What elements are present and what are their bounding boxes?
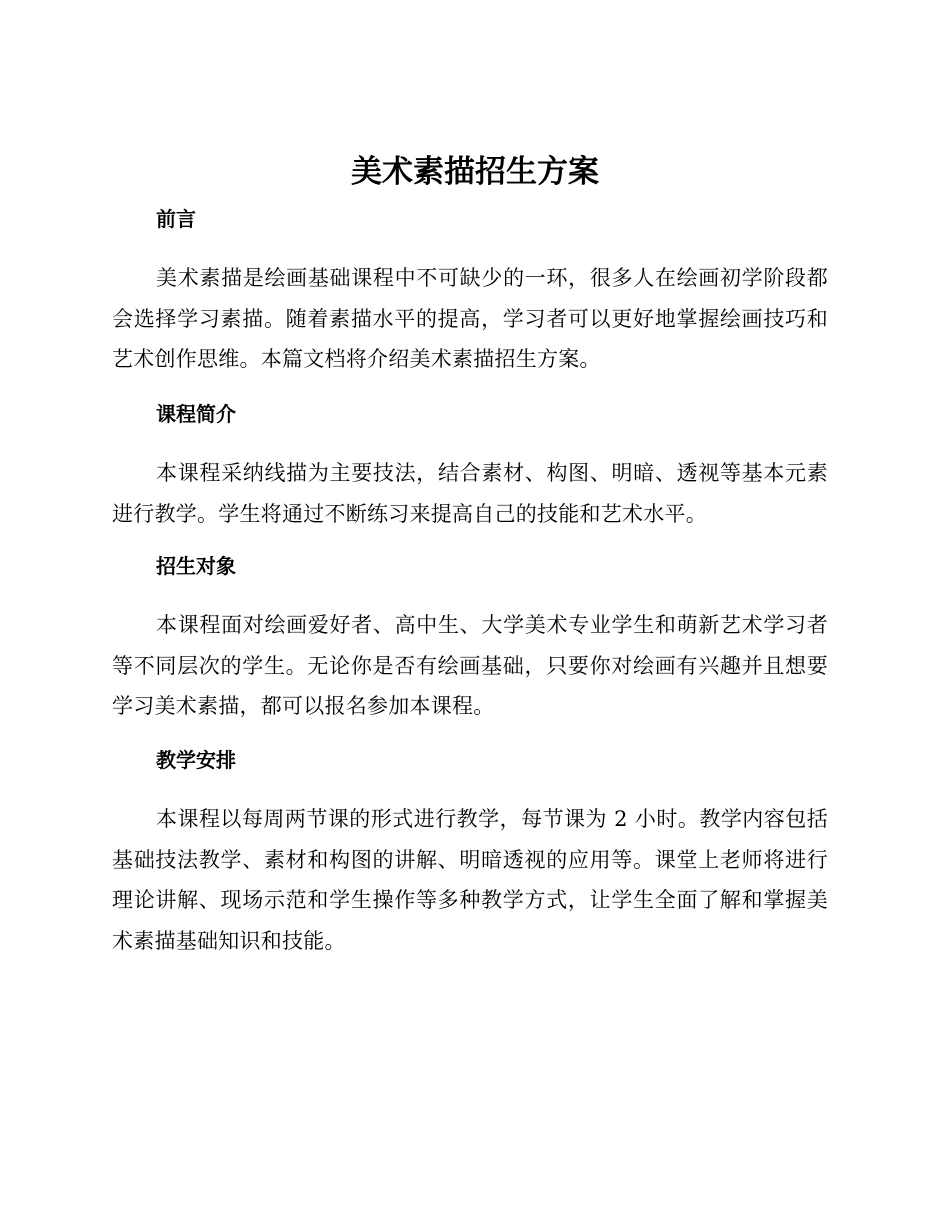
section-heading-teaching-schedule: 教学安排: [156, 748, 236, 772]
section-teaching-schedule: [112, 746, 828, 961]
section-body-preface: 美术素描是绘画基础课程中不可缺少的一环，很多人在绘画初学阶段都会选择学习素描。随着素描水平的提高，学习者可以更好地掌握绘画技巧和艺术创作思维。本篇文档将介绍美术素描招生方案。: [112, 266, 828, 371]
section-enrollment-target: [112, 552, 828, 727]
section-heading-preface: 前言: [156, 207, 196, 231]
section-course-intro: [112, 400, 828, 534]
section-preface: [112, 205, 828, 380]
section-heading-enrollment-target: 招生对象: [156, 554, 236, 578]
section-heading-course-intro: 课程简介: [156, 402, 236, 426]
section-body-teaching-schedule: 本课程以每周两节课的形式进行教学，每节课为 2 小时。教学内容包括基础技法教学、素材和构图的讲解、明暗透视的应用等。课堂上老师将进行理论讲解、现场示范和学生操作等多种教学方式，让学生全面了解和掌握美术素描基础知识和技能。: [112, 807, 828, 953]
section-body-enrollment-target: 本课程面对绘画爱好者、高中生、大学美术专业学生和萌新艺术学习者等不同层次的学生。无论你是否有绘画基础，只要你对绘画有兴趣并且想要学习美术素描，都可以报名参加本课程。: [112, 613, 828, 718]
section-body-course-intro: 本课程采纳线描为主要技法，结合素材、构图、明暗、透视等基本元素进行教学。学生将通过不断练习来提高自己的技能和艺术水平。: [112, 461, 828, 526]
document-title: 美术素描招生方案: [351, 154, 599, 190]
